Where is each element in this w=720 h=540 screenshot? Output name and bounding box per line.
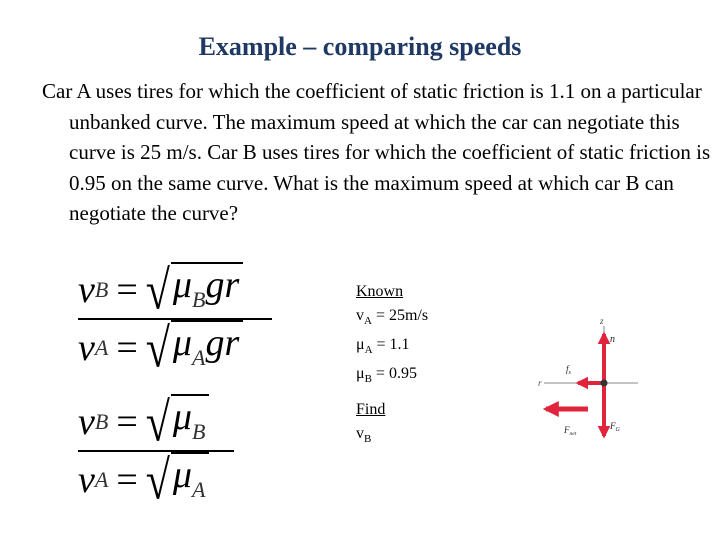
sqrt — [145, 449, 210, 511]
eq-lhs: v — [78, 401, 95, 443]
equation-vb-simplified — [78, 391, 234, 453]
equation-vb-full — [78, 259, 272, 321]
radicand: $\mu_B$ — [171, 394, 210, 451]
find-header: Find — [356, 401, 386, 418]
sqrt — [145, 259, 243, 321]
friction-force-label: $f_s$ — [566, 364, 571, 376]
known-header: Known — [356, 283, 404, 300]
radical-sign: √ — [145, 317, 170, 379]
eq-lhs: v — [78, 269, 95, 311]
eq-lhs-sub: A — [94, 335, 109, 360]
sqrt — [145, 391, 210, 453]
object-point — [601, 380, 608, 387]
z-axis-label: z — [600, 316, 604, 326]
radical-sign: √ — [145, 259, 170, 321]
free-body-diagram — [536, 312, 646, 446]
eq-lhs-sub: B — [94, 409, 109, 434]
gravity-force-label: $F_G$ — [610, 421, 620, 433]
eq-lhs-sub: B — [94, 277, 109, 302]
sqrt — [145, 317, 243, 379]
equation-va-full — [78, 317, 272, 379]
eq-equals: = — [116, 401, 138, 443]
r-axis-label: r — [538, 378, 542, 388]
velocity-ratio-fraction-full — [78, 259, 272, 379]
velocity-ratio-fraction-simplified — [78, 391, 234, 511]
problem-statement: Car A uses tires for which the coefficient of static friction is 1.1 on a particular unbanked curve. The maximum speed at which the car can negotiate this curve is 25 m/s. Car B uses tires for which the coefficient of static friction is 0.95 on the same curve. What is the maximum speed at which car B can negotiate the curve? — [42, 79, 711, 225]
normal-force-label: n — [610, 334, 615, 345]
eq-lhs: v — [78, 327, 95, 369]
radical-sign: √ — [145, 449, 170, 511]
slide-title: Example – comparing speeds — [198, 32, 522, 61]
eq-equals: = — [116, 459, 138, 501]
equation-va-simplified — [78, 449, 234, 511]
known-values — [356, 280, 428, 392]
net-force-label: $F_{net}$ — [564, 425, 577, 437]
eq-lhs-sub: A — [94, 467, 109, 492]
find-item: $v_B$ — [356, 425, 372, 446]
known-item: $\mu_A = 1.1$ — [356, 336, 410, 357]
known-item: $\mu_B = 0.95$ — [356, 365, 417, 386]
eq-equals: = — [116, 269, 138, 311]
find-values — [356, 398, 385, 451]
eq-lhs: v — [78, 459, 95, 501]
radicand: $\mu_Agr$ — [171, 320, 243, 377]
radicand: $\mu_Bgr$ — [171, 262, 243, 319]
radicand: $\mu_A$ — [171, 452, 210, 509]
known-item: $v_A = 25m/s$ — [356, 307, 429, 328]
radical-sign: √ — [145, 391, 170, 453]
eq-equals: = — [116, 327, 138, 369]
